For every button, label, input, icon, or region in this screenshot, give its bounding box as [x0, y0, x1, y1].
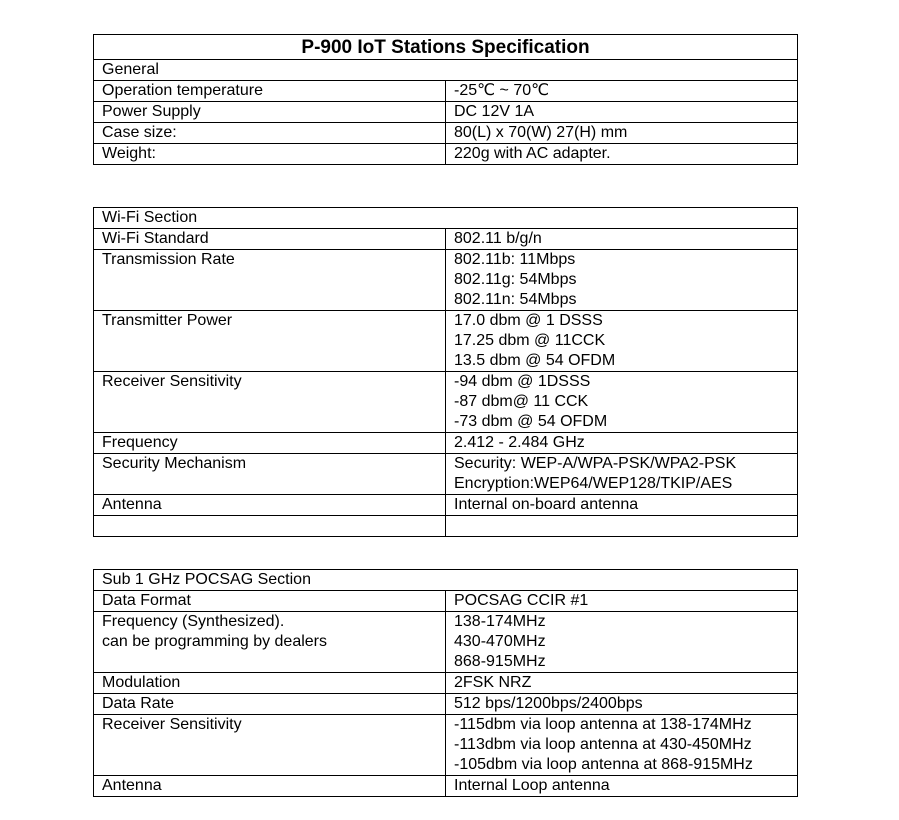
spec-label-line: can be programming by dealers — [102, 633, 328, 650]
spec-value — [446, 311, 798, 372]
spec-row — [94, 591, 798, 612]
spec-value-line: -25℃ ~ 70℃ — [454, 82, 550, 99]
spec-label — [94, 776, 446, 797]
spec-label — [94, 495, 446, 516]
pocsag-spec-table — [93, 569, 798, 797]
spec-label — [94, 715, 446, 776]
spec-label — [94, 591, 446, 612]
spec-label — [94, 144, 446, 165]
spec-value — [446, 372, 798, 433]
spec-value-line: 802.11n: 54Mbps — [454, 291, 577, 308]
spec-label — [94, 454, 446, 495]
spec-value-line: 802.11b: 11Mbps — [454, 251, 576, 268]
spec-value-line: 13.5 dbm @ 54 OFDM — [454, 352, 616, 369]
section-header-row — [94, 570, 798, 591]
spec-value — [446, 102, 798, 123]
spec-label-line: Data Rate — [102, 695, 175, 712]
spec-value-line: 138-174MHz — [454, 613, 546, 630]
spec-label-line: Transmitter Power — [102, 312, 233, 329]
spec-row — [94, 715, 798, 776]
spec-value-line: 802.11 b/g/n — [454, 230, 542, 247]
spec-value-line: -113dbm via loop antenna at 430-450MHz — [454, 736, 752, 753]
spec-label-line: Weight: — [102, 145, 156, 162]
pocsag-table-body — [94, 570, 798, 797]
spec-row — [94, 311, 798, 372]
spec-row — [94, 454, 798, 495]
general-spec-table — [93, 34, 798, 165]
empty-row — [94, 516, 798, 537]
spec-label — [94, 102, 446, 123]
spec-value-line: -115dbm via loop antenna at 138-174MHz — [454, 716, 752, 733]
spec-label-line: Security Mechanism — [102, 455, 247, 472]
spec-value-line: 17.25 dbm @ 11CCK — [454, 332, 606, 349]
document-title: P-900 IoT Stations Specification — [94, 35, 798, 60]
spec-value-line: -94 dbm @ 1DSSS — [454, 373, 591, 390]
spec-value-line: 17.0 dbm @ 1 DSSS — [454, 312, 603, 329]
spec-value-line: 512 bps/1200bps/2400bps — [454, 695, 643, 712]
spec-row — [94, 229, 798, 250]
spec-label-line: Transmission Rate — [102, 251, 235, 268]
spec-value — [446, 144, 798, 165]
spec-value — [446, 673, 798, 694]
spec-row — [94, 81, 798, 102]
spec-label — [94, 673, 446, 694]
wifi-table-body — [94, 208, 798, 537]
spec-label-line: Data Format — [102, 592, 191, 609]
empty-cell — [446, 516, 798, 537]
spec-value — [446, 433, 798, 454]
spec-value-line: POCSAG CCIR #1 — [454, 592, 589, 609]
spec-row — [94, 495, 798, 516]
wifi-spec-table — [93, 207, 798, 537]
spec-row — [94, 372, 798, 433]
pocsag-section-header: Sub 1 GHz POCSAG Section — [94, 570, 798, 591]
spec-label — [94, 229, 446, 250]
spec-value — [446, 250, 798, 311]
spec-label-line: Antenna — [102, 496, 162, 513]
spec-value-line: Encryption:WEP64/WEP128/TKIP/AES — [454, 475, 733, 492]
title-row — [94, 35, 798, 60]
spec-row — [94, 433, 798, 454]
spec-row — [94, 673, 798, 694]
section-header-row — [94, 60, 798, 81]
general-table-body — [94, 35, 798, 165]
spec-value — [446, 612, 798, 673]
spec-row — [94, 694, 798, 715]
spec-value — [446, 591, 798, 612]
spec-label-line: Frequency (Synthesized). — [102, 613, 285, 630]
spec-label-line: Receiver Sensitivity — [102, 373, 242, 390]
wifi-section-header: Wi-Fi Section — [94, 208, 798, 229]
spec-value — [446, 454, 798, 495]
spec-label-line: Operation temperature — [102, 82, 263, 99]
spec-value-line: 802.11g: 54Mbps — [454, 271, 577, 288]
spec-row — [94, 123, 798, 144]
spec-row — [94, 102, 798, 123]
spec-value — [446, 776, 798, 797]
spec-value — [446, 123, 798, 144]
spec-value-line: 2.412 - 2.484 GHz — [454, 434, 585, 451]
spec-row — [94, 612, 798, 673]
spec-value-line: -73 dbm @ 54 OFDM — [454, 413, 608, 430]
spec-value-line: 220g with AC adapter. — [454, 145, 611, 162]
spec-row — [94, 144, 798, 165]
spec-value-line: DC 12V 1A — [454, 103, 535, 120]
spec-label-line: Power Supply — [102, 103, 201, 120]
spec-value-line: -105dbm via loop antenna at 868-915MHz — [454, 756, 753, 773]
spec-label — [94, 81, 446, 102]
spec-value-line: 868-915MHz — [454, 653, 546, 670]
spec-label — [94, 123, 446, 144]
spec-row — [94, 250, 798, 311]
spec-label-line: Antenna — [102, 777, 162, 794]
section-header-row — [94, 208, 798, 229]
spec-label-line: Modulation — [102, 674, 181, 691]
spec-label — [94, 372, 446, 433]
spec-value — [446, 81, 798, 102]
spec-value-line: Internal Loop antenna — [454, 777, 610, 794]
spec-value-line: Security: WEP-A/WPA-PSK/WPA2-PSK — [454, 455, 737, 472]
spec-label-line: Case size: — [102, 124, 177, 141]
spec-value — [446, 229, 798, 250]
spec-label — [94, 433, 446, 454]
spec-value — [446, 715, 798, 776]
spec-value-line: 430-470MHz — [454, 633, 546, 650]
spec-label — [94, 311, 446, 372]
spec-label-line: Frequency — [102, 434, 178, 451]
empty-cell — [94, 516, 446, 537]
spec-value — [446, 694, 798, 715]
spec-label — [94, 694, 446, 715]
spec-value-line: 80(L) x 70(W) 27(H) mm — [454, 124, 628, 141]
spec-value-line: Internal on-board antenna — [454, 496, 639, 513]
spec-label-line: Wi-Fi Standard — [102, 230, 209, 247]
spec-label — [94, 250, 446, 311]
spec-label — [94, 612, 446, 673]
spec-label-line: Receiver Sensitivity — [102, 716, 242, 733]
spec-row — [94, 776, 798, 797]
spec-value-line: -87 dbm@ 11 CCK — [454, 393, 589, 410]
general-section-header: General — [94, 60, 798, 81]
spec-value-line: 2FSK NRZ — [454, 674, 532, 691]
spec-value — [446, 495, 798, 516]
